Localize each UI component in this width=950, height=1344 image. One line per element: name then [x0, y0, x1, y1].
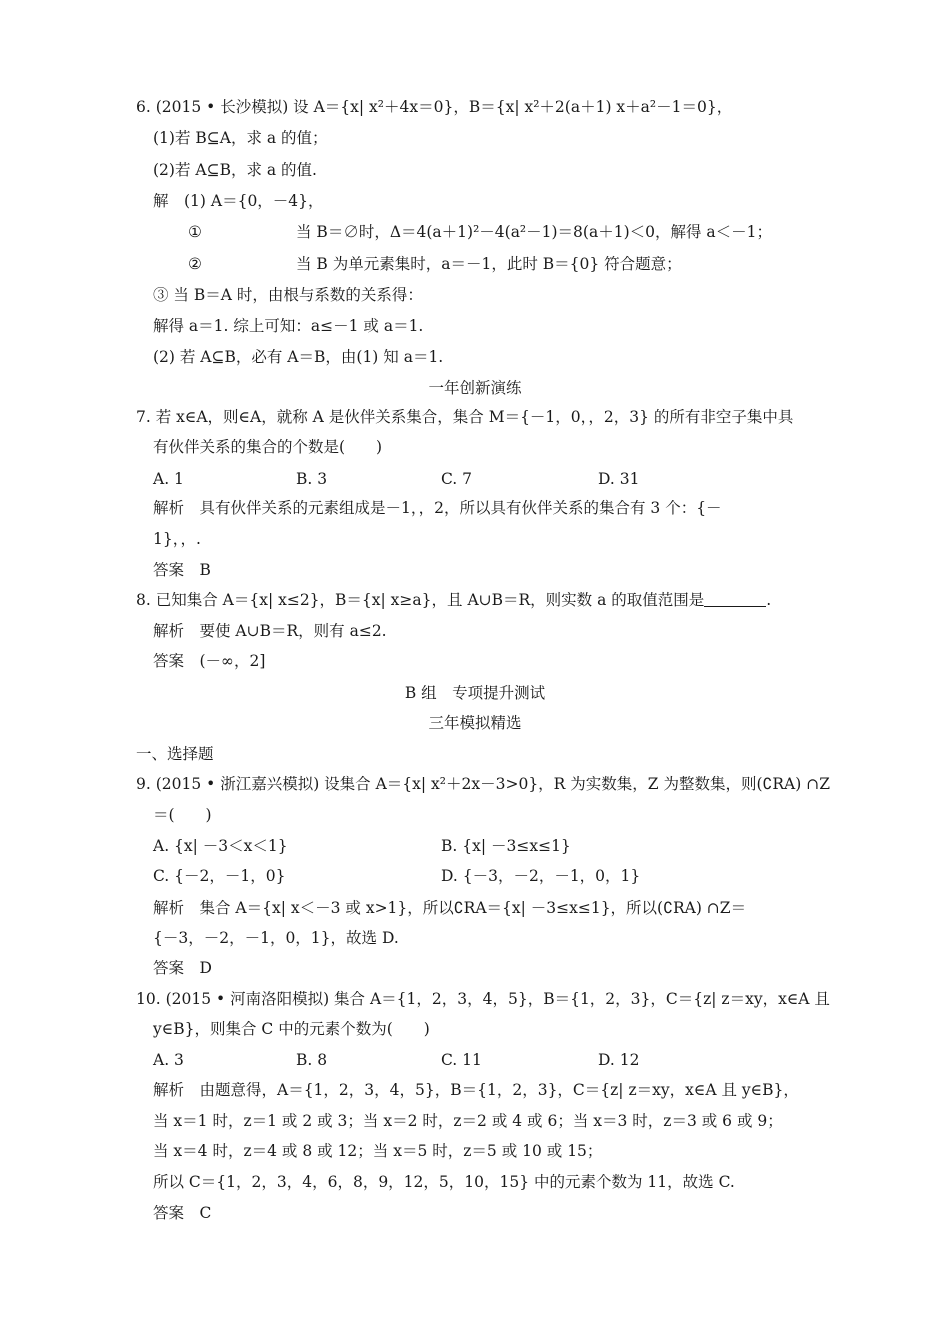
q9-option-c: C. {－2，－1，0}: [153, 867, 286, 885]
section-heading-innovation: 一年创新演练: [428, 379, 522, 397]
q9-analysis-line1: 解析 集合 A＝{x| x＜－3 或 x>1}，所以∁RA＝{x| －3≤x≤1}，所以(∁RA) ∩Z＝: [153, 899, 747, 917]
q7-analysis-line2: 1}，，.: [153, 530, 201, 548]
q7-option-b: B. 3: [296, 470, 328, 488]
q10-analysis-line3: 当 x＝4 时，z＝4 或 8 或 12；当 x＝5 时，z＝5 或 10 或 15；: [153, 1142, 603, 1160]
q6-solution-part2: (2) 若 A⊆B，必有 A＝B，由(1) 知 a＝1.: [153, 348, 444, 366]
q9-option-d: D. {－3，－2，－1，0，1}: [441, 867, 641, 885]
q10-option-b: B. 8: [296, 1051, 328, 1069]
q10-option-d: D. 12: [598, 1051, 640, 1069]
q8-answer: 答案 (－∞，2]: [153, 652, 266, 670]
q10-analysis-line4: 所以 C＝{1，2，3，4，6，8，9，12，5，10，15} 中的元素个数为 11，故选 C.: [153, 1173, 735, 1191]
q6-case1-text: 当 B＝∅时，Δ＝4(a＋1)²－4(a²－1)＝8(a＋1)＜0，解得 a＜－1；: [296, 223, 773, 241]
q8-stem-text: 8. 已知集合 A＝{x| x≤2}，B＝{x| x≥a}，且 A∪B＝R，则实数 a 的取值范围是: [136, 591, 705, 609]
q9-analysis-line2: {－3，－2，－1，0，1}，故选 D.: [153, 929, 399, 947]
q9-option-b: B. {x| －3≤x≤1}: [441, 837, 571, 855]
q7-option-c: C. 7: [441, 470, 473, 488]
q9-option-a: A. {x| －3＜x＜1}: [153, 837, 288, 855]
q6-stem: 6. (2015 • 长沙模拟) 设 A＝{x| x²＋4x＝0}，B＝{x| x²＋2(a＋1) x＋a²－1＝0}，: [136, 98, 733, 116]
q10-option-c: C. 11: [441, 1051, 482, 1069]
section-heading-group-b: B 组 专项提升测试: [404, 684, 546, 702]
q6-case3: ③ 当 B＝A 时，由根与系数的关系得：: [153, 286, 423, 304]
q10-stem-line2: y∈B}，则集合 C 中的元素个数为( ): [153, 1020, 430, 1038]
q9-answer: 答案 D: [153, 959, 212, 977]
q8-stem-end: .: [766, 591, 772, 609]
q10-analysis-line1: 解析 由题意得，A＝{1，2，3，4，5}，B＝{1，2，3}，C＝{z| z＝xy，x∈A 且 y∈B}，: [153, 1081, 799, 1099]
q8-answer-blank: [704, 591, 766, 607]
q9-stem-line2: ＝( ): [153, 806, 212, 824]
q9-stem-line1: 9. (2015 • 浙江嘉兴模拟) 设集合 A＝{x| x²＋2x－3>0}，R 为实数集，Z 为整数集，则(∁RA) ∩Z: [136, 775, 830, 793]
q6-part1: (1)若 B⊆A，求 a 的值；: [153, 129, 328, 147]
q6-case2-mark: ②: [188, 255, 202, 273]
q6-part2: (2)若 A⊆B，求 a 的值.: [153, 161, 317, 179]
q7-analysis-line1: 解析 具有伙伴关系的元素组成是－1，，2，所以具有伙伴关系的集合有 3 个：{－: [153, 499, 722, 517]
q7-stem-line1: 7. 若 x∈A，则∈A，就称 A 是伙伴关系集合，集合 M＝{－1，0，，2，3} 的所有非空子集中具: [136, 408, 794, 426]
section-heading-choice: 一、选择题: [136, 745, 214, 763]
q6-case2-text: 当 B 为单元素集时，a＝－1，此时 B＝{0} 符合题意；: [296, 255, 682, 273]
q8-analysis: 解析 要使 A∪B＝R，则有 a≤2.: [153, 622, 387, 640]
q10-answer: 答案 C: [153, 1204, 212, 1222]
q6-solution-intro: 解 (1) A＝{0，－4}，: [153, 192, 324, 210]
q6-case1-mark: ①: [188, 223, 202, 241]
q10-option-a: A. 3: [153, 1051, 184, 1069]
q6-conclusion: 解得 a＝1. 综上可知：a≤－1 或 a＝1.: [153, 317, 424, 335]
q7-stem-line2: 有伙伴关系的集合的个数是( ): [153, 438, 383, 456]
q7-answer: 答案 B: [153, 561, 211, 579]
q8-stem: [136, 589, 771, 611]
q7-option-a: A. 1: [153, 470, 184, 488]
q7-option-d: D. 31: [598, 470, 640, 488]
section-heading-three-year: 三年模拟精选: [428, 714, 522, 732]
q10-analysis-line2: 当 x＝1 时，z＝1 或 2 或 3；当 x＝2 时，z＝2 或 4 或 6；当 x＝3 时，z＝3 或 6 或 9；: [153, 1112, 783, 1130]
q10-stem-line1: 10. (2015 • 河南洛阳模拟) 集合 A＝{1，2，3，4，5}，B＝{1，2，3}，C＝{z| z＝xy，x∈A 且: [136, 990, 830, 1008]
